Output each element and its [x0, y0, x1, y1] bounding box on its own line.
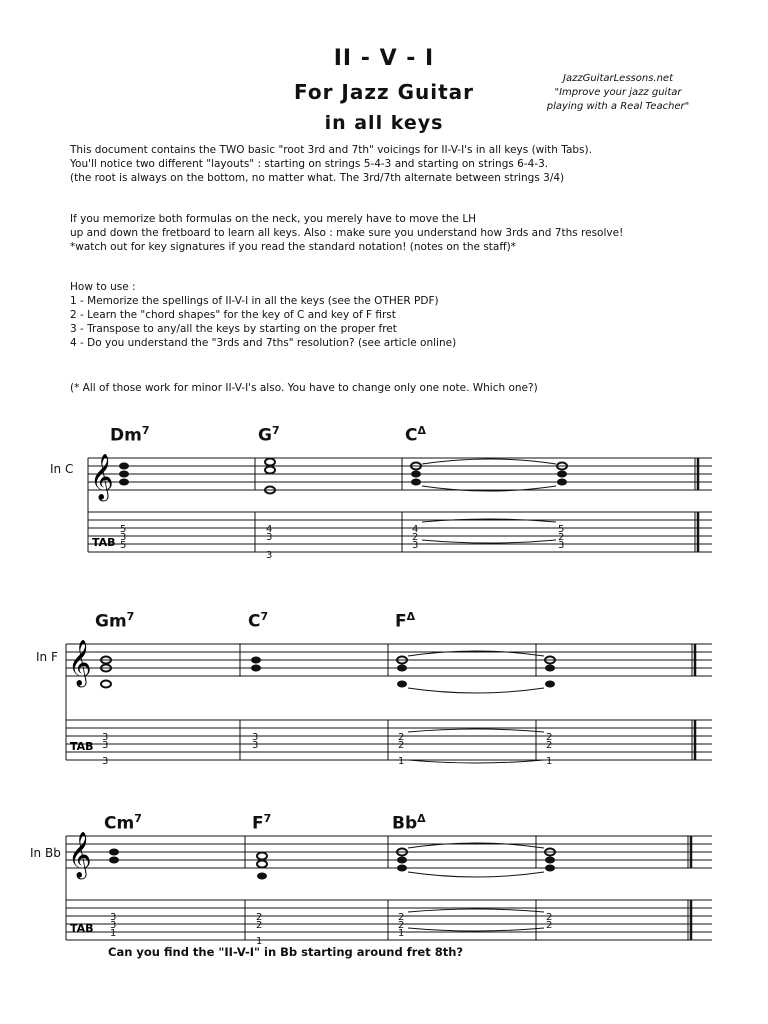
- svg-text:2: 2: [546, 920, 553, 931]
- svg-text:2: 2: [546, 912, 553, 923]
- chord-symbol: $C^7$: [248, 610, 269, 632]
- howto-step: 3 - Transpose to any/all the keys by starting on the proper fret: [70, 323, 397, 335]
- title-line-3: in all keys: [324, 112, 444, 134]
- intro-line: (the root is always on the bottom, no matter what. The 3rd/7th alternate between strings 3/4): [70, 172, 565, 184]
- svg-text:TAB: TAB: [92, 536, 116, 549]
- svg-text:1: 1: [546, 756, 553, 766]
- svg-text:3: 3: [266, 550, 273, 561]
- svg-text:2: 2: [256, 920, 263, 931]
- intro-line: This document contains the TWO basic "root 3rd and 7th" voicings for II-V-I's in all keys (with Tabs).: [70, 144, 592, 156]
- chord-symbol: $Bb^\Delta$: [392, 812, 426, 834]
- howto-heading: How to use :: [70, 281, 136, 293]
- svg-text:2: 2: [398, 732, 405, 743]
- title-line-1: II - V - I: [333, 46, 435, 71]
- chord-symbol: $F^7$: [252, 812, 272, 834]
- svg-text:3: 3: [558, 540, 565, 551]
- svg-text:4: 4: [412, 524, 419, 535]
- svg-text:3: 3: [110, 920, 117, 931]
- svg-text:3: 3: [412, 540, 419, 551]
- svg-text:3: 3: [252, 740, 259, 751]
- site-name[interactable]: JazzGuitarLessons.net: [563, 73, 673, 84]
- chord-symbol: $C^\Delta$: [405, 424, 426, 446]
- notation-system-f: [0, 626, 768, 766]
- svg-text:1: 1: [398, 756, 405, 766]
- svg-text:3: 3: [110, 912, 117, 923]
- memorize-line: up and down the fretboard to learn all keys. Also : make sure you understand how 3rds and 7ths resolve!: [70, 227, 624, 239]
- chord-symbol: Gm$^7$: [95, 610, 135, 632]
- svg-text:3: 3: [252, 732, 259, 743]
- title-line-2: For Jazz Guitar: [293, 80, 475, 104]
- svg-text:TAB: TAB: [70, 922, 94, 935]
- svg-text:1: 1: [256, 936, 263, 946]
- footer-question: Can you find the "II-V-I" in Bb starting around fret 8th?: [108, 945, 464, 959]
- chord-symbol: Dm$^7$: [110, 424, 150, 446]
- chord-symbol: $G^7$: [258, 424, 280, 446]
- svg-text:1: 1: [110, 928, 117, 939]
- svg-text:TAB: TAB: [70, 740, 94, 753]
- notation-system-c: [0, 440, 768, 570]
- svg-text:1: 1: [398, 928, 405, 939]
- key-label: In F: [36, 650, 58, 664]
- memorize-line: *watch out for key signatures if you read the standard notation! (notes on the staff)*: [70, 241, 516, 253]
- key-label: In C: [50, 462, 74, 476]
- svg-text:3: 3: [102, 732, 109, 743]
- intro-line: You'll notice two different "layouts" : starting on strings 5-4-3 and starting on strings 6-4-3.: [70, 158, 549, 170]
- svg-text:3: 3: [120, 532, 127, 543]
- memorize-paragraph: [70, 212, 750, 254]
- site-block: [518, 72, 718, 114]
- site-tagline-2: playing with a Real Teacher": [546, 101, 690, 112]
- chord-symbol: Cm$^7$: [104, 812, 142, 834]
- svg-text:3: 3: [266, 532, 273, 543]
- svg-text:2: 2: [546, 732, 553, 743]
- svg-text:5: 5: [120, 524, 127, 535]
- key-label: In Bb: [30, 846, 61, 860]
- svg-text:2: 2: [398, 920, 405, 931]
- memorize-line: If you memorize both formulas on the neck, you merely have to move the LH: [70, 213, 477, 225]
- svg-text:2: 2: [398, 912, 405, 923]
- howto-step: 2 - Learn the "chord shapes" for the key of C and key of F first: [70, 309, 396, 321]
- svg-text:3: 3: [102, 756, 109, 766]
- notation-system-bb: [0, 826, 768, 946]
- chord-symbol: $F^\Delta$: [395, 610, 416, 632]
- svg-text:3: 3: [102, 740, 109, 751]
- svg-text:5: 5: [120, 540, 127, 551]
- intro-paragraph: [70, 143, 750, 185]
- svg-text:2: 2: [558, 532, 565, 543]
- svg-text:𝄞: 𝄞: [68, 832, 92, 878]
- howto-step: 1 - Memorize the spellings of II-V-I in all the keys (see the OTHER PDF): [70, 295, 439, 307]
- svg-text:2: 2: [398, 740, 405, 751]
- svg-text:4: 4: [266, 524, 273, 535]
- howto-paragraph: [70, 280, 750, 350]
- svg-text:𝄞: 𝄞: [68, 640, 92, 686]
- howto-step: 4 - Do you understand the "3rds and 7ths" resolution? (see article online): [70, 337, 457, 349]
- svg-text:2: 2: [412, 532, 419, 543]
- minor-note: (* All of those work for minor II-V-I's also. You have to change only one note. Which one?): [70, 382, 538, 394]
- svg-text:2: 2: [256, 912, 263, 923]
- svg-text:𝄞: 𝄞: [90, 454, 114, 500]
- site-tagline-1: "Improve your jazz guitar: [554, 87, 682, 98]
- svg-text:2: 2: [546, 740, 553, 751]
- svg-text:5: 5: [558, 524, 565, 535]
